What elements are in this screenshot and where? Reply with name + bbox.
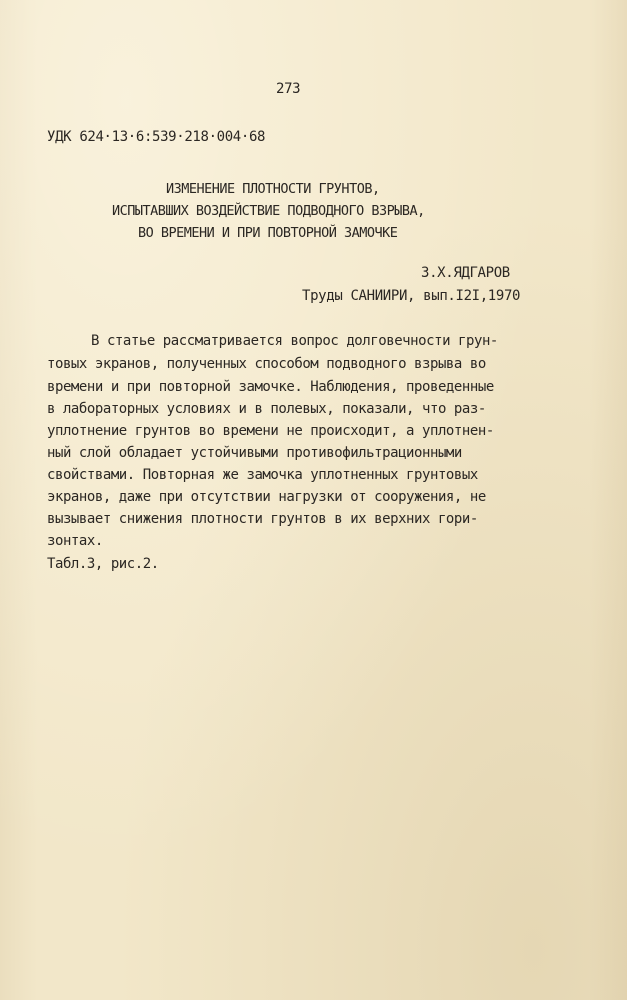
abstract-line: зонтах. (47, 533, 103, 549)
abstract-line: ный слой обладает устойчивыми противофильтрационными (47, 445, 462, 461)
abstract-line: вызывает снижения плотности грунтов в их верхних гори- (47, 511, 478, 527)
abstract-line: товых экранов, полученных способом подводного взрыва во (47, 356, 486, 372)
udk-code: УДК 624·13·6:539·218·004·68 (47, 129, 266, 145)
abstract-line: уплотнение грунтов во времени не происходит, а уплотнен- (47, 423, 494, 439)
abstract-line: свойствами. Повторная же замочка уплотненных грунтовых (47, 467, 478, 483)
abstract-line: экранов, даже при отсутствии нагрузки от сооружения, не (47, 489, 486, 505)
tables-figures-note: Табл.3, рис.2. (47, 556, 159, 572)
abstract-line: времени и при повторной замочке. Наблюдения, проведенные (47, 379, 494, 395)
source-citation: Труды САНИИРИ, вып.I2I,1970 (302, 288, 521, 304)
title-line-2: ИСПЫТАВШИХ ВОЗДЕЙСТВИЕ ПОДВОДНОГО ВЗРЫВА, (112, 203, 425, 219)
title-line-1: ИЗМЕНЕНИЕ ПЛОТНОСТИ ГРУНТОВ, (166, 181, 380, 197)
author-name: З.Х.ЯДГАРОВ (421, 265, 510, 281)
title-line-3: ВО ВРЕМЕНИ И ПРИ ПОВТОРНОЙ ЗАМОЧКЕ (138, 225, 398, 241)
abstract-line: в лабораторных условиях и в полевых, показали, что раз- (47, 401, 486, 417)
page-number: 273 (276, 81, 301, 97)
abstract-line: В статье рассматривается вопрос долговечности грун- (91, 333, 498, 349)
